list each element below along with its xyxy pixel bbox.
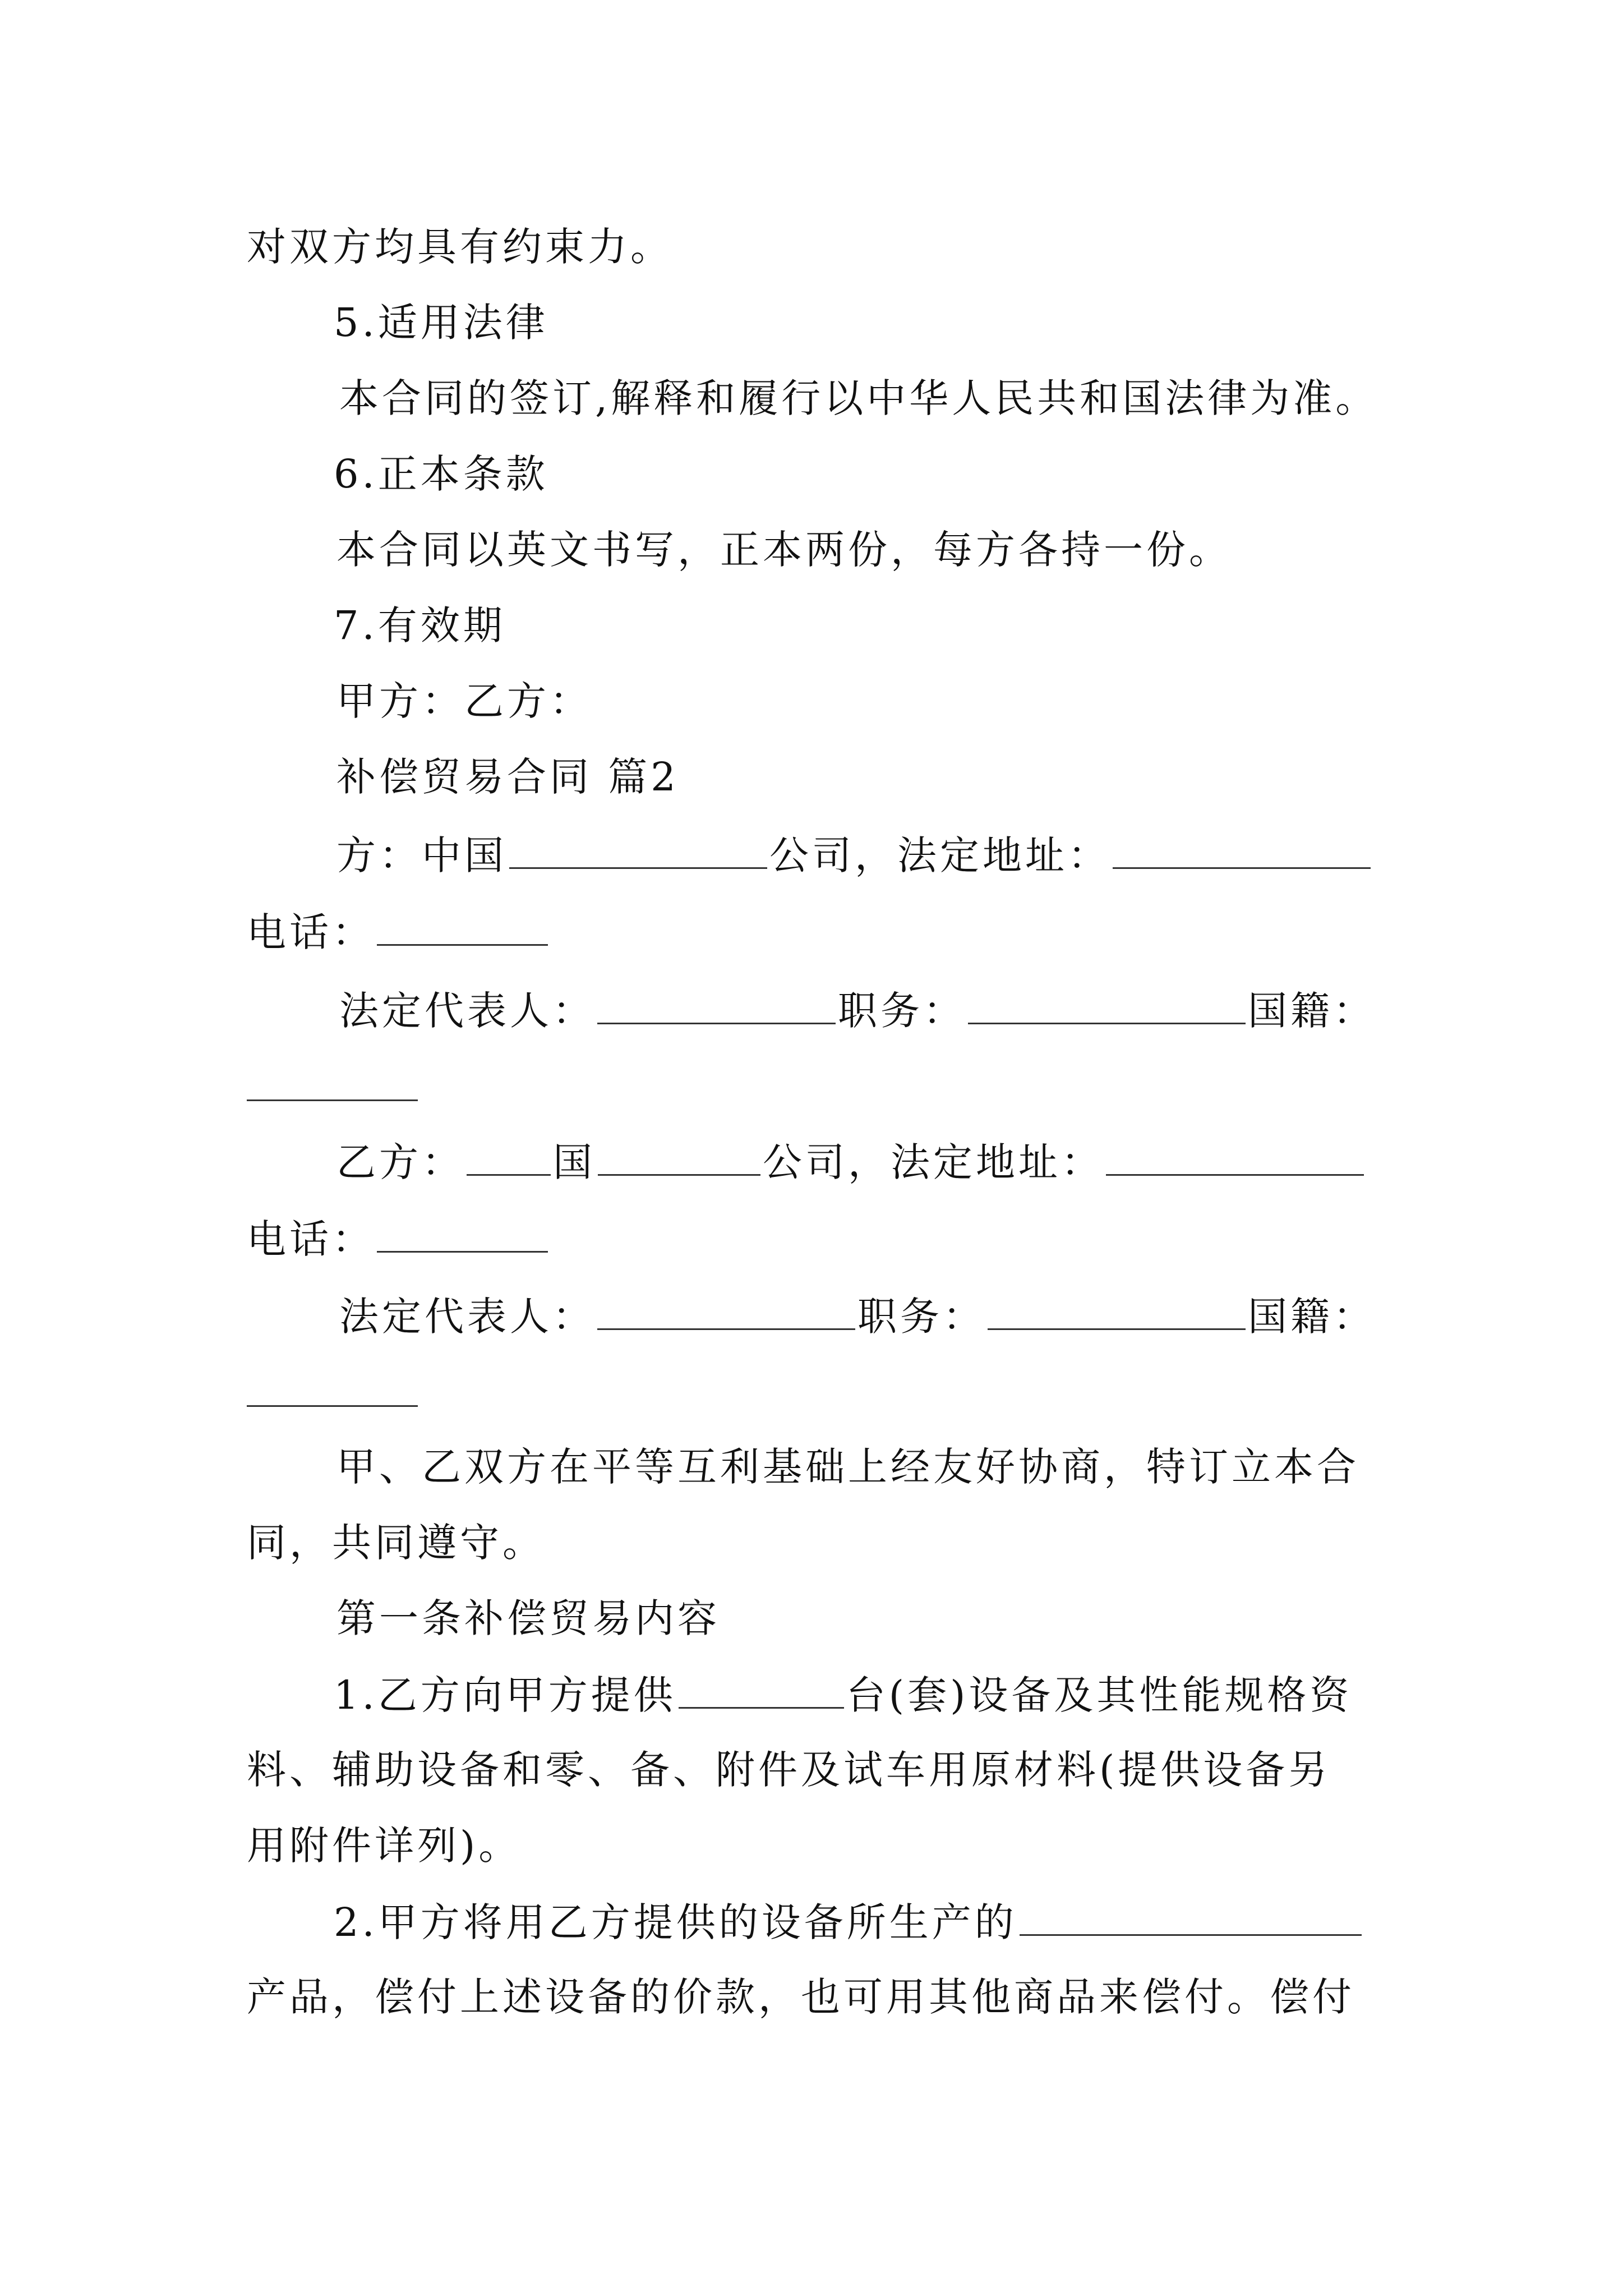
text-line: 用附件详列)。 xyxy=(247,1823,522,1869)
representative-line xyxy=(0,988,1623,1034)
party-a-label: 方：中国 xyxy=(336,832,507,878)
phone-blank[interactable] xyxy=(377,1218,548,1253)
article-heading: 第一条补偿贸易内容 xyxy=(336,1595,720,1641)
party-a-line xyxy=(0,832,1623,878)
party-b-line xyxy=(0,1139,1623,1185)
contract-title: 补偿贸易合同 篇2 xyxy=(336,754,679,800)
text-line xyxy=(0,1899,1623,1945)
phone-blank[interactable] xyxy=(377,912,548,946)
nationality-label: 国籍： xyxy=(1248,988,1376,1034)
section-heading: 5.适用法律 xyxy=(334,300,548,346)
address-label: 公司，法定地址： xyxy=(769,832,1110,878)
address-blank[interactable] xyxy=(1106,1142,1364,1176)
phone-line xyxy=(0,909,1623,955)
company-name-blank[interactable] xyxy=(509,835,767,869)
text-line: 产品，偿付上述设备的价款，也可用其他商品来偿付。偿付 xyxy=(247,1974,1355,2020)
phone-label: 电话： xyxy=(247,1216,375,1262)
section-heading: 7.有效期 xyxy=(334,602,506,648)
quantity-blank[interactable] xyxy=(679,1674,844,1709)
clause-text: 台(套)设备及其性能规格资 xyxy=(846,1672,1353,1718)
position-blank[interactable] xyxy=(968,990,1246,1024)
representative-line xyxy=(0,1294,1623,1340)
clause-text: 1.乙方向甲方提供 xyxy=(334,1672,676,1718)
text-line: 对双方均具有约束力。 xyxy=(247,224,673,270)
representative-blank[interactable] xyxy=(597,1296,855,1330)
phone-label: 电话： xyxy=(247,909,375,955)
position-label: 职务： xyxy=(838,988,966,1034)
position-blank[interactable] xyxy=(988,1296,1246,1330)
representative-blank[interactable] xyxy=(597,990,836,1024)
party-b-label: 乙方： xyxy=(336,1139,464,1185)
nationality-blank[interactable] xyxy=(247,1099,418,1101)
position-label: 职务： xyxy=(857,1294,985,1340)
section-heading: 6.正本条款 xyxy=(334,451,548,497)
text-line: 本合同的签订,解释和履行以中华人民共和国法律为准。 xyxy=(339,375,1378,421)
product-blank[interactable] xyxy=(1020,1902,1362,1936)
representative-label: 法定代表人： xyxy=(339,988,595,1034)
address-blank[interactable] xyxy=(1113,835,1371,869)
company-name-blank[interactable] xyxy=(598,1142,760,1176)
text-line xyxy=(0,1672,1623,1718)
address-label: 公司，法定地址： xyxy=(763,1139,1104,1185)
text-line: 同，共同遵守。 xyxy=(247,1520,545,1566)
clause-text: 2.甲方将用乙方提供的设备所生产的 xyxy=(334,1899,1017,1945)
text-line: 料、辅助设备和零、备、附件及试车用原材料(提供设备另 xyxy=(247,1747,1331,1793)
text-line: 本合同以英文书写，正本两份，每方各持一份。 xyxy=(336,527,1232,573)
nationality-blank[interactable] xyxy=(247,1405,418,1407)
signature-line: 甲方：乙方： xyxy=(336,678,592,724)
country-label: 国 xyxy=(553,1139,596,1185)
text-line: 甲、乙双方在平等互利基础上经友好协商，特订立本合 xyxy=(336,1444,1359,1490)
country-blank[interactable] xyxy=(467,1142,551,1176)
nationality-label: 国籍： xyxy=(1248,1294,1376,1340)
phone-line xyxy=(0,1216,1623,1262)
representative-label: 法定代表人： xyxy=(339,1294,595,1340)
